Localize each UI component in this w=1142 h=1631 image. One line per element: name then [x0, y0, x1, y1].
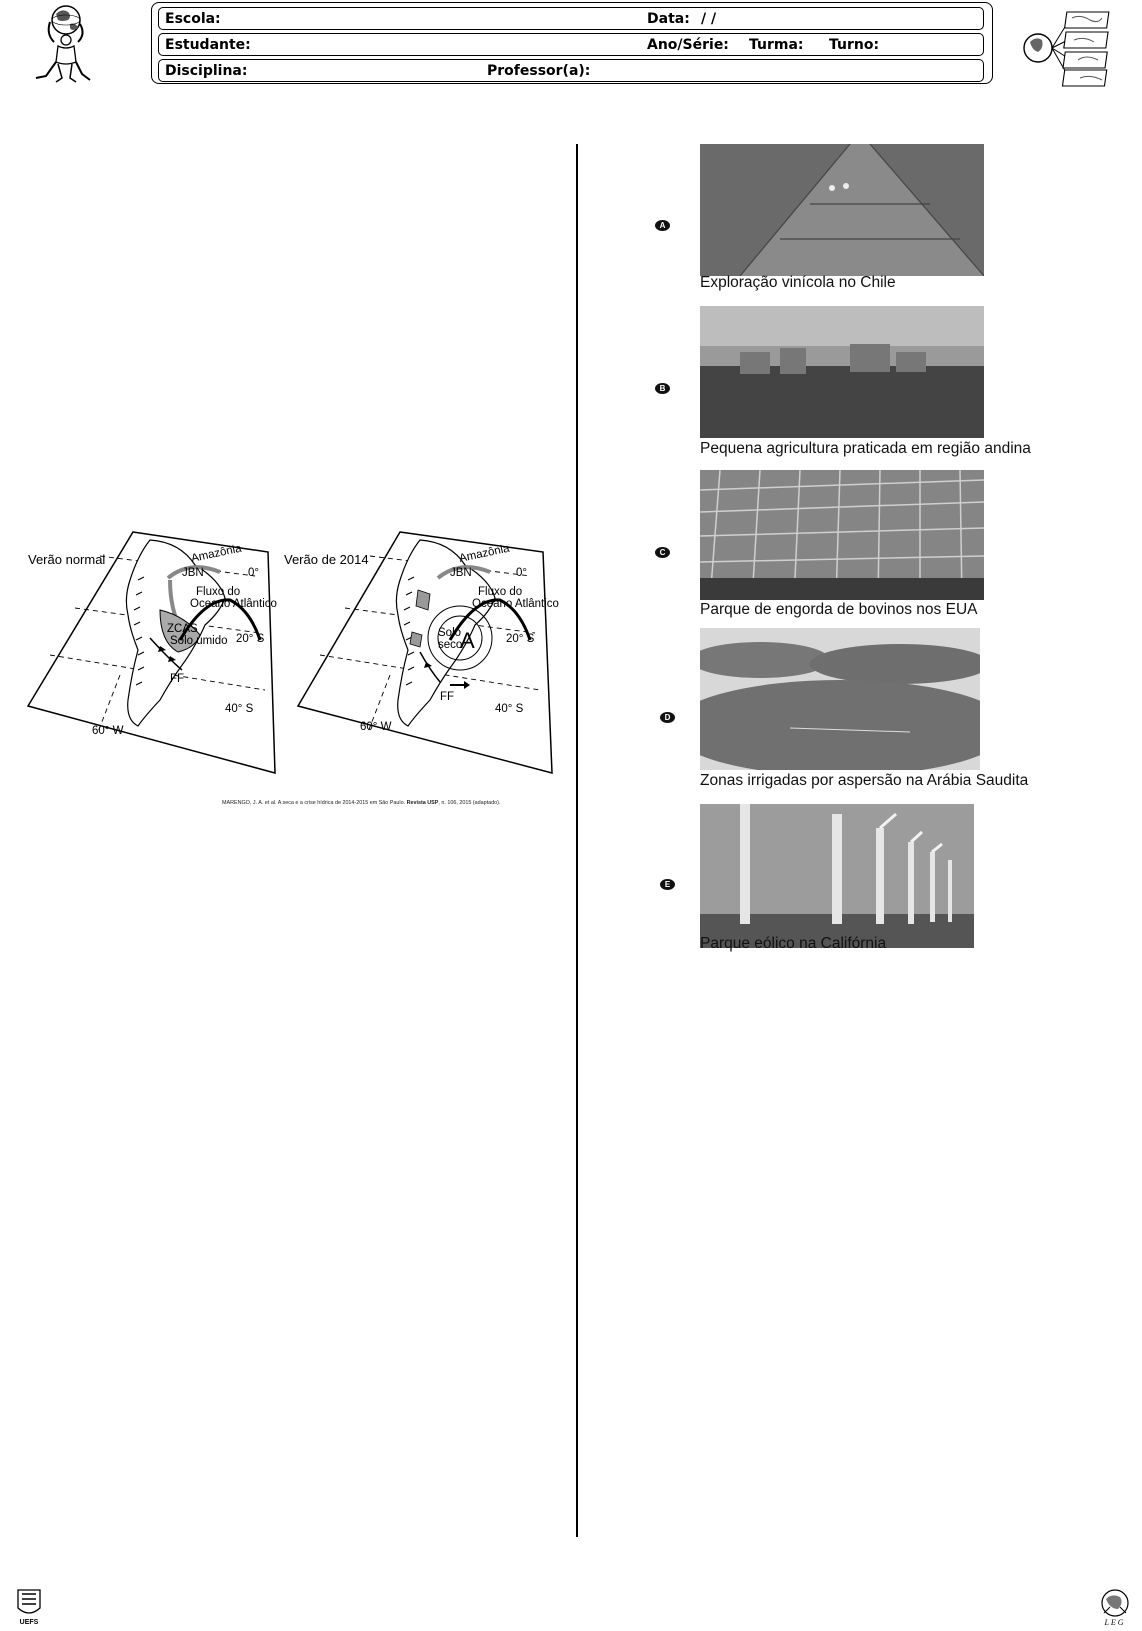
option-b-marker[interactable]: B: [655, 383, 670, 394]
globe-maps-logo: [1020, 4, 1120, 88]
option-d-photo: [700, 628, 984, 770]
label-amazonia-right: Amazônia: [458, 542, 511, 565]
option-e-caption: Parque eólico na Califórnia: [700, 935, 887, 952]
option-d-caption: Zonas irrigadas por aspersão na Arábia Saudita: [700, 772, 1029, 789]
uefs-logo: [14, 1586, 44, 1626]
map-title-normal: Verão normal: [28, 552, 106, 567]
atlas-globe-logo: [28, 2, 98, 86]
label-amazonia-left: Amazônia: [190, 542, 243, 565]
option-b-photo: [700, 306, 984, 438]
escola-label: Escola:: [165, 11, 221, 27]
label-high-pressure: A: [460, 628, 475, 653]
figure-citation: [222, 800, 552, 806]
data-label: Data:: [647, 11, 690, 27]
date-slashes: / /: [701, 11, 717, 27]
turno-label: Turno:: [829, 37, 880, 53]
uefs-logo-text: UEFS: [19, 1619, 39, 1626]
option-c-caption: Parque de engorda de bovinos nos EUA: [700, 601, 978, 618]
label-ff-left: FF: [170, 673, 185, 685]
citation-tail: , n. 106, 2015 (adaptado).: [438, 800, 501, 806]
option-b-caption: Pequena agricultura praticada em região andina: [700, 440, 1031, 457]
header-row-escola: [158, 7, 984, 30]
option-c-marker[interactable]: C: [655, 547, 670, 558]
label-jbn-right: JBN: [450, 567, 472, 579]
label-ff-right: FF: [440, 691, 455, 703]
label-fluxo2-right: Oceano Atlântico: [472, 598, 559, 610]
label-lat0-right: 0°: [516, 567, 527, 579]
label-lat0-left: 0°: [248, 567, 259, 579]
header-row-disciplina: [158, 59, 984, 82]
option-e-photo: [700, 804, 984, 948]
label-lat40-right: 40° S: [495, 703, 524, 715]
column-divider: [576, 144, 578, 1537]
label-jbn-left: JBN: [182, 567, 204, 579]
estudante-label: Estudante:: [165, 37, 251, 53]
professor-label: Professor(a):: [487, 63, 591, 79]
label-lat20-right: 20° S: [506, 633, 535, 645]
label-lon60-right: 60° W: [360, 721, 392, 733]
label-lat40-left: 40° S: [225, 703, 254, 715]
climate-maps-figure: [20, 520, 560, 790]
disciplina-label: Disciplina:: [165, 63, 248, 79]
label-solo-umido: Solo úmido: [170, 635, 228, 647]
label-fluxo1-left: Fluxo do: [196, 586, 241, 598]
citation-text: MARENGO, J. A. et al. A seca e a crise hídrica de 2014-2015 em São Paulo.: [222, 800, 406, 806]
label-seco: seco: [438, 639, 463, 651]
option-e-marker[interactable]: E: [660, 879, 675, 890]
label-lat20-left: 20° S: [236, 633, 265, 645]
leg-logo: [1098, 1587, 1132, 1627]
label-fluxo2-left: Oceano Atlântico: [190, 598, 277, 610]
label-zcas: ZCAS: [167, 623, 198, 635]
option-d-marker[interactable]: D: [660, 712, 675, 723]
option-a-marker[interactable]: A: [655, 220, 670, 231]
header-row-estudante: [158, 33, 984, 56]
ano-serie-label: Ano/Série:: [647, 37, 729, 53]
label-solo: Solo: [438, 627, 462, 639]
leg-logo-text: LEG: [1104, 1618, 1126, 1627]
option-a-caption: Exploração vinícola no Chile: [700, 274, 896, 291]
label-lon60-left: 60° W: [92, 725, 124, 737]
map-title-2014: Verão de 2014: [284, 552, 369, 567]
label-fluxo1-right: Fluxo do: [478, 586, 523, 598]
option-a-photo: [700, 144, 984, 276]
turma-label: Turma:: [749, 37, 804, 53]
header-form: [151, 2, 993, 84]
citation-journal: Revista USP: [406, 800, 439, 806]
option-c-photo: [700, 470, 984, 600]
